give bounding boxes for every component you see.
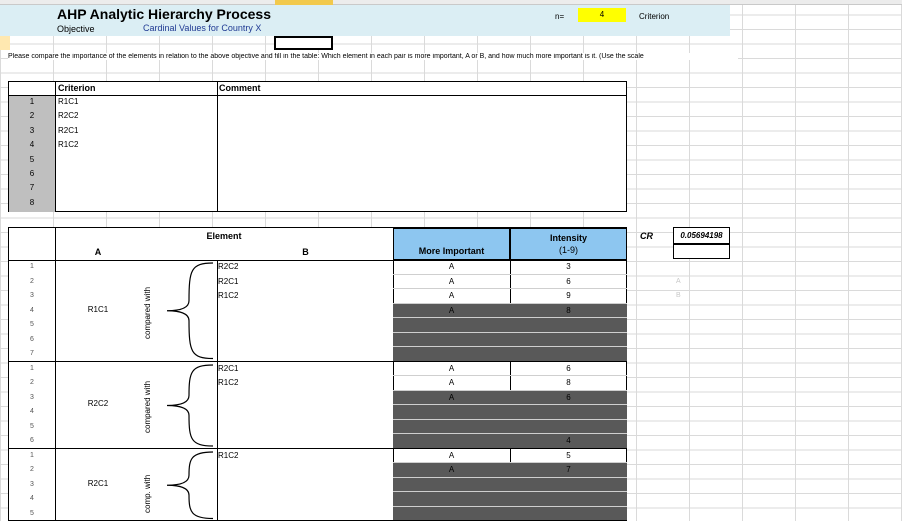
criterion-row-number: 1 (29, 97, 35, 106)
intensity-cell[interactable]: 9 (566, 291, 571, 300)
element-a-label: R2C1 (87, 478, 109, 488)
row-divider (393, 288, 627, 289)
side-label-b: B (676, 292, 681, 299)
a-header: A (94, 247, 102, 257)
more-important-cell[interactable]: A (448, 450, 455, 460)
row-divider (393, 375, 627, 376)
row-marker (0, 36, 10, 50)
compared-with-label: comp. with (143, 474, 152, 513)
comparison-row-number: 3 (30, 292, 34, 299)
criterion-row-number: 5 (29, 154, 35, 164)
comparison-row-number: 4 (30, 408, 34, 415)
intensity-cell[interactable]: 3 (566, 262, 571, 271)
element-b-cell[interactable]: R1C2 (218, 450, 239, 460)
cr-label: CR (640, 231, 653, 241)
objective-value[interactable]: Cardinal Values for Country X (143, 23, 262, 33)
more-important-cell[interactable]: A (448, 291, 455, 300)
comparison-row-number: 2 (30, 379, 34, 386)
disabled-cell (393, 318, 627, 333)
intensity-cell[interactable]: 6 (566, 363, 571, 373)
element-b-cell[interactable]: R1C2 (218, 291, 239, 300)
objective-label: Objective (57, 24, 95, 34)
criterion-row-number: 4 (29, 140, 35, 150)
disabled-cell (393, 507, 627, 521)
side-label-a: A (676, 278, 681, 285)
comment-header: Comment (219, 83, 261, 93)
intensity-cell[interactable]: 4 (566, 436, 571, 445)
page-title: AHP Analytic Hierarchy Process (57, 6, 271, 22)
element-b-cell[interactable]: R1C2 (218, 378, 239, 387)
disabled-cell (393, 405, 627, 420)
comparison-row-number: 4 (30, 495, 34, 502)
criteria-table (8, 81, 627, 212)
criterion-row-number: 3 (29, 125, 35, 135)
disabled-cell (393, 333, 627, 348)
n-value-cell[interactable]: 4 (578, 8, 626, 22)
comparison-row-number: 2 (30, 277, 34, 285)
comparison-row-number: 6 (30, 437, 34, 444)
criterion-row-number: 6 (29, 169, 35, 178)
column-divider (55, 228, 56, 521)
comparison-row-number: 6 (30, 335, 34, 343)
intensity-cell[interactable]: 7 (566, 465, 571, 474)
more-important-cell[interactable]: A (448, 378, 455, 387)
brace-icon (161, 362, 217, 449)
group-divider (9, 448, 627, 449)
more-important-cell[interactable]: A (448, 392, 455, 402)
intensity-cell[interactable]: 6 (566, 392, 571, 402)
comparison-table (8, 227, 627, 521)
comparison-row-number: 5 (30, 321, 34, 328)
criterion-name-cell[interactable]: R1C1 (58, 97, 79, 106)
criterion-row-number: 8 (29, 197, 35, 207)
criterion-row-number: 2 (29, 111, 35, 121)
criterion-name-cell[interactable]: R1C2 (58, 140, 79, 150)
comparison-row-number: 1 (30, 263, 34, 270)
element-b-cell[interactable]: R2C2 (218, 262, 239, 271)
comparison-row-number: 3 (30, 393, 34, 401)
intensity-cell[interactable]: 8 (566, 305, 571, 315)
element-header: Element (206, 231, 242, 241)
criterion-name-cell[interactable]: R2C1 (58, 125, 79, 135)
selected-cell[interactable] (274, 36, 333, 50)
instruction-text: Please compare the importance of the elements in relation to the above objective and fill in the table: Which element in each pair is more important, A or B, and how much more important is it. (Use the scale (8, 53, 738, 60)
disabled-cell (393, 347, 627, 362)
comparison-row-number: 1 (30, 364, 34, 372)
intensity-range-header: (1-9) (558, 245, 578, 255)
comparison-row-number: 7 (30, 350, 34, 357)
more-important-cell[interactable]: A (448, 305, 455, 315)
more-important-cell[interactable]: A (448, 276, 455, 286)
criterion-header: Criterion (58, 83, 96, 93)
more-important-cell[interactable]: A (448, 262, 455, 271)
disabled-cell (393, 420, 627, 435)
cr-empty-cell[interactable] (673, 244, 730, 259)
more-important-header: More Important (418, 246, 485, 256)
compared-with-label: compared with (143, 380, 152, 433)
row-divider (393, 274, 627, 275)
element-a-label: R1C1 (87, 304, 109, 314)
table-header-border (9, 260, 627, 261)
criterion-name-cell[interactable]: R2C2 (58, 111, 79, 121)
element-b-cell[interactable]: R2C1 (218, 276, 239, 286)
n-label: n= (555, 12, 565, 21)
brace-icon (161, 449, 217, 521)
b-header: B (302, 247, 309, 257)
comparison-row-number: 2 (30, 466, 34, 473)
intensity-header: Intensity (549, 233, 587, 243)
criterion-label: Criterion (639, 12, 670, 21)
comparison-row-number: 4 (30, 306, 34, 314)
criterion-row-number: 7 (29, 183, 35, 193)
intensity-cell[interactable]: 6 (566, 276, 571, 286)
cr-value[interactable]: 0.05694198 (673, 227, 730, 244)
element-b-cell[interactable]: R2C1 (218, 363, 239, 373)
intensity-cell[interactable]: 5 (566, 450, 571, 460)
comparison-row-number: 1 (30, 451, 34, 459)
comparison-row-number: 3 (30, 480, 34, 488)
intensity-cell[interactable]: 8 (566, 378, 571, 387)
group-divider (9, 361, 627, 362)
disabled-cell (393, 478, 627, 493)
compared-with-label: compared with (143, 286, 152, 339)
disabled-cell (393, 492, 627, 507)
more-important-cell[interactable]: A (448, 465, 455, 474)
element-a-label: R2C2 (87, 399, 109, 408)
more-important-cell[interactable]: A (448, 363, 455, 373)
brace-icon (161, 260, 217, 362)
comparison-row-number: 5 (30, 422, 34, 430)
comparison-row-number: 5 (30, 509, 34, 517)
